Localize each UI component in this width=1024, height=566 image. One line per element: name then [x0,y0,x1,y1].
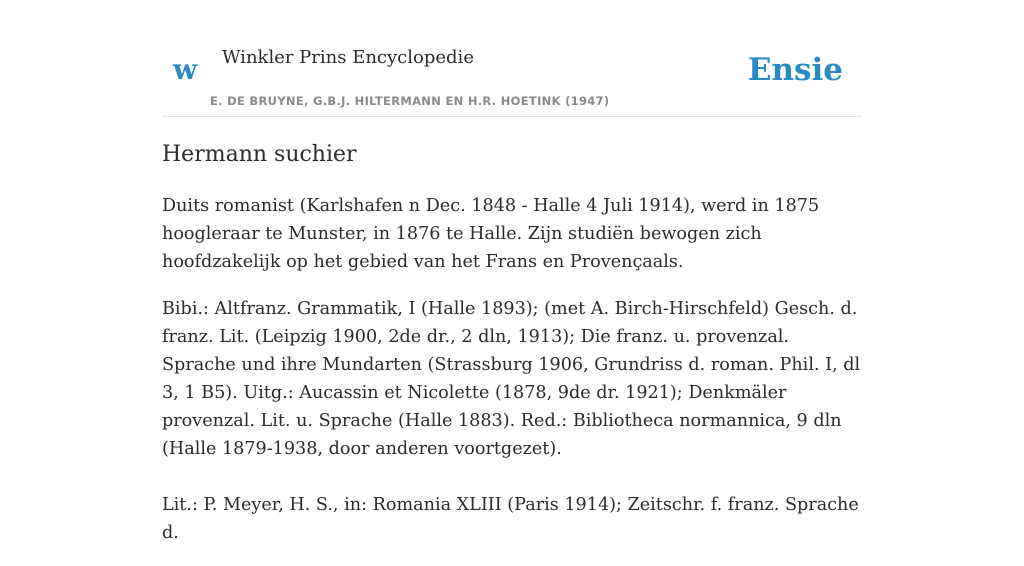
entry-paragraph-literature: Lit.: P. Meyer, H. S., in: Romania XLIII (Paris 1914); Zeitschr. f. franz. Sprache d. [162,495,859,543]
encyclopedia-authors: E. DE BRUYNE, G.B.J. HILTERMANN EN H.R. HOETINK (1947) [210,94,610,108]
entry-body [162,192,862,566]
site-header [162,0,862,117]
encyclopedia-title[interactable]: Winkler Prins Encyclopedie [222,47,474,68]
entry-paragraph-description: Duits romanist (Karlshafen n Dec. 1848 - Halle 4 Juli 1914), werd in 1875 hoogleraar te Munster, in 1876 te Halle. Zijn studiën bewogen zich hoofdzakelijk op het gebied van het Frans en Provençaals. [162,196,820,272]
entry-title: Hermann suchier [162,142,357,167]
encyclopedia-logo[interactable]: w [173,53,198,86]
ensie-brand-logo[interactable]: Ensie [747,52,843,88]
page-container [162,0,862,543]
entry-paragraph-bibliography: Bibi.: Altfranz. Grammatik, I (Halle 1893); (met A. Birch-Hirschfeld) Gesch. d. franz. Lit. (Leipzig 1900, 2de dr., 2 dln, 1913); Die franz. u. provenzal. Sprache und ihre Mundarten (Strassburg 1906, Grundriss d. roman. Phil. I, dl 3, 1 B5). Uitg.: Aucassin et Nicolette (1878, 9de dr. 1921); Denkmäler provenzal. Lit. u. Sprache (Halle 1883). Red.: Bibliotheca normannica, 9 dln (Halle 1879-1938, door anderen voortgezet). [162,299,861,459]
